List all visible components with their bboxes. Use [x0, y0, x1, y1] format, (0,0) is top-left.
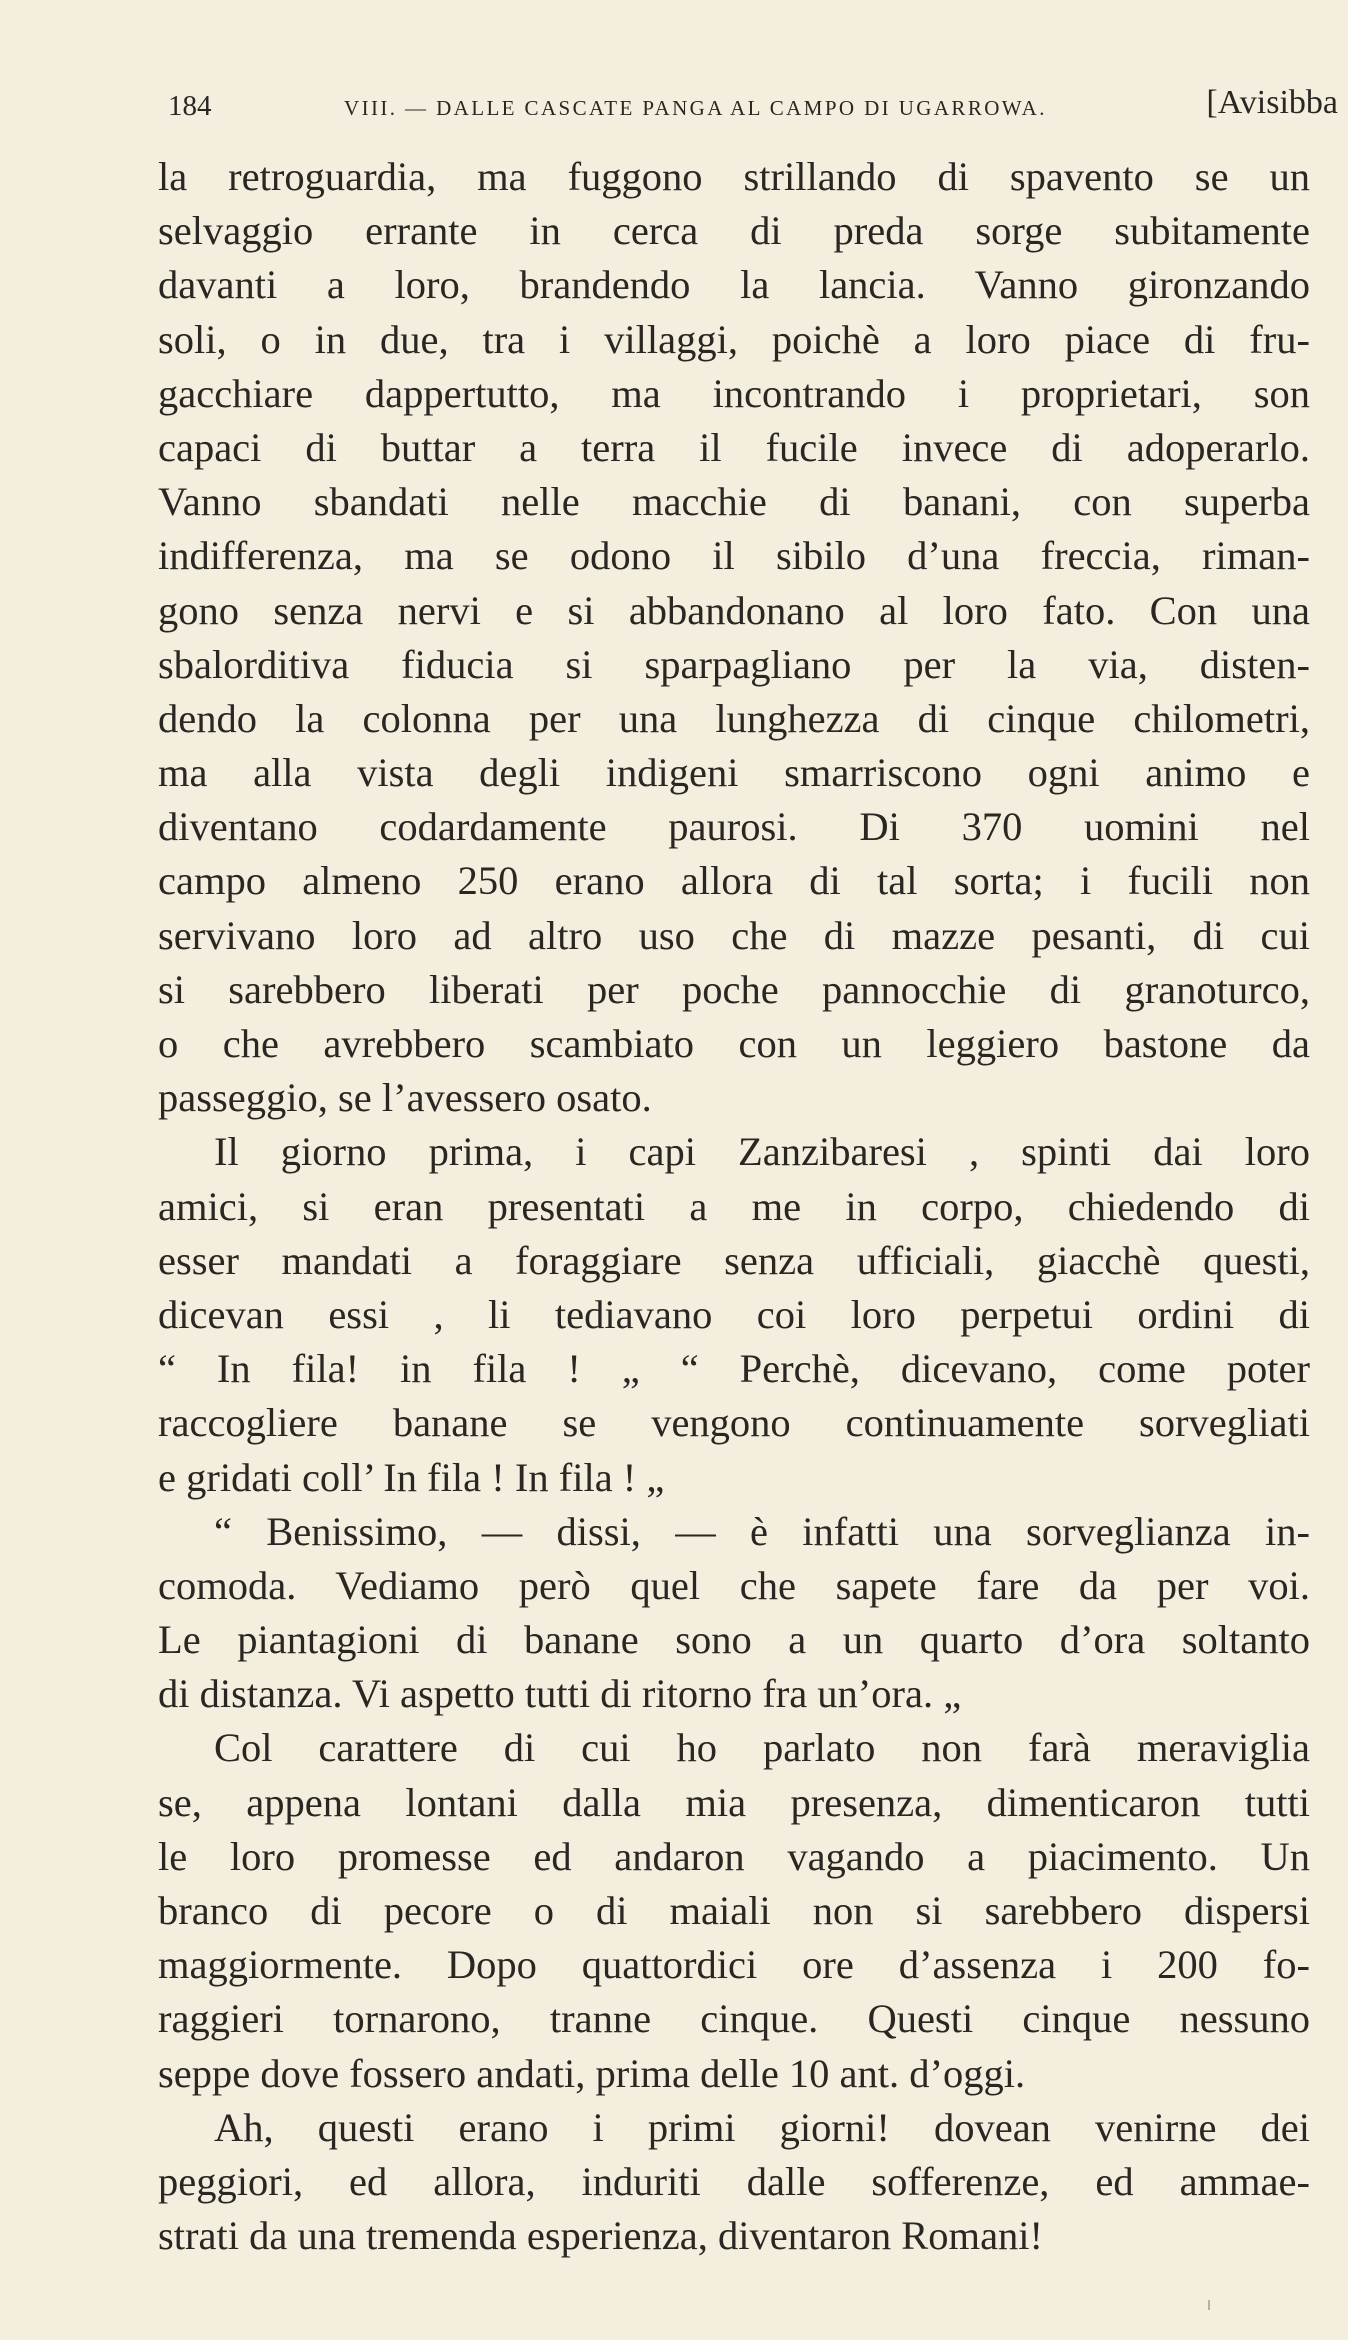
text-line: Le piantagioni di banane sono a un quarto d’ora soltanto: [158, 1617, 1310, 1663]
text-line: se, appena lontani dalla mia presenza, dimenticaron tutti: [158, 1779, 1310, 1825]
text-line: Ah, questi erano i primi giorni! dovean venirne dei: [214, 2104, 1310, 2150]
text-line: “ Benissimo, — dissi, — è infatti una sorveglianza in-: [214, 1508, 1310, 1554]
text-line: branco di pecore o di maiali non si sarebbero dispersi: [158, 1888, 1310, 1933]
text-line: raccogliere banane se vengono continuamente sorvegliati: [158, 1400, 1310, 1446]
text-line: “ In fila! in fila ! „ “ Perchè, dicevano, come poter: [158, 1346, 1310, 1392]
text-line: si sarebbero liberati per poche pannocchie di granoturco,: [158, 966, 1310, 1012]
text-line: di distanza. Vi aspetto tutti di ritorno fra un’ora. „: [158, 1671, 962, 1717]
paper-speck: [1208, 2300, 1210, 2310]
text-line: ma alla vista degli indigeni smarriscono ogni animo e: [158, 750, 1310, 796]
text-line: dendo la colonna per una lunghezza di cinque chilometri,: [158, 695, 1310, 741]
text-line: esser mandati a foraggiare senza ufficiali, giacchè questi,: [158, 1237, 1310, 1283]
page-number: 184: [168, 90, 212, 122]
text-line: selvaggio errante in cerca di preda sorge subitamente: [158, 208, 1310, 254]
section-reference: [Avisibba: [1206, 84, 1338, 121]
text-line: seppe dove fossero andati, prima delle 10 ant. d’oggi.: [158, 2050, 1026, 2096]
text-line: peggiori, ed allora, induriti dalle sofferenze, ed ammae-: [158, 2158, 1310, 2204]
text-line: gono senza nervi e si abbandonano al loro fato. Con una: [158, 587, 1310, 633]
text-line: dicevan essi , li tediavano coi loro perpetui ordini di: [158, 1291, 1310, 1337]
text-line: capaci di buttar a terra il fucile invece di adoperarlo.: [158, 424, 1310, 470]
text-line: servivano loro ad altro uso che di mazze pesanti, di cui: [158, 912, 1310, 958]
text-line: sbalorditiva fiducia si sparpagliano per la via, disten-: [158, 641, 1310, 687]
text-line: le loro promesse ed andaron vagando a piacimento. Un: [158, 1833, 1310, 1879]
text-line: davanti a loro, brandendo la lancia. Vanno gironzando: [158, 262, 1310, 308]
text-line: raggieri tornarono, tranne cinque. Questi cinque nessuno: [158, 1996, 1310, 2042]
text-line: maggiormente. Dopo quattordici ore d’assenza i 200 fo-: [158, 1942, 1310, 1988]
text-line: passeggio, se l’avessero osato.: [158, 1075, 652, 1121]
running-header: [168, 84, 1338, 134]
text-line: la retroguardia, ma fuggono strillando di spavento se un: [158, 154, 1310, 199]
text-line: amici, si eran presentati a me in corpo, chiedendo di: [158, 1183, 1310, 1229]
text-line: campo almeno 250 erano allora di tal sorta; i fucili non: [158, 858, 1310, 904]
text-line: gacchiare dappertutto, ma incontrando i proprietari, son: [158, 370, 1310, 416]
chapter-title: VIII. — DALLE CASCATE PANGA AL CAMPO DI UGARROWA.: [344, 96, 1047, 120]
text-line: Il giorno prima, i capi Zanzibaresi , spinti dai loro: [214, 1129, 1310, 1175]
body-text: [158, 150, 1310, 2263]
text-line: soli, o in due, tra i villaggi, poichè a loro piace di fru-: [158, 316, 1310, 362]
text-line: indifferenza, ma se odono il sibilo d’una freccia, riman-: [158, 533, 1310, 579]
text-line: strati da una tremenda esperienza, diventaron Romani!: [158, 2213, 1044, 2259]
text-line: e gridati coll’ In fila ! In fila ! „: [158, 1454, 665, 1500]
text-line: comoda. Vediamo però quel che sapete fare da per voi.: [158, 1562, 1310, 1608]
text-line: Col carattere di cui ho parlato non farà meraviglia: [214, 1725, 1310, 1771]
text-line: o che avrebbero scambiato con un leggiero bastone da: [158, 1021, 1310, 1066]
text-line: diventano codardamente paurosi. Di 370 uomini nel: [158, 804, 1310, 850]
text-line: Vanno sbandati nelle macchie di banani, con superba: [158, 479, 1310, 525]
